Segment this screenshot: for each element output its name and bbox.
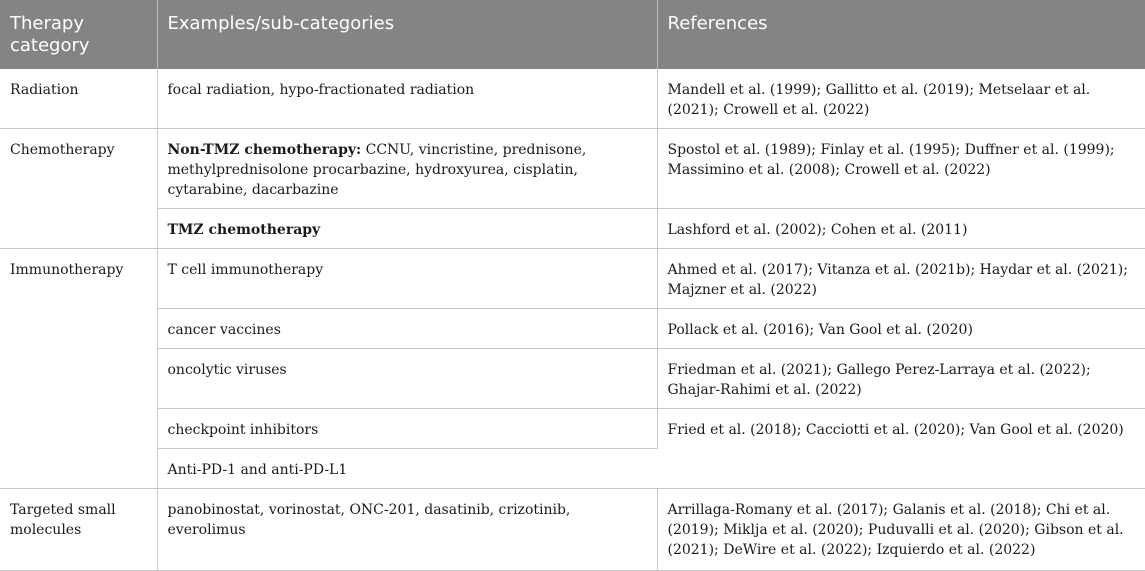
references-cell: Friedman et al. (2021); Gallego Perez-Larraya et al. (2022); Ghajar-Rahimi et al. (2022) — [657, 349, 1145, 409]
table-row — [0, 489, 1145, 571]
category-cell-radiation: Radiation — [0, 69, 157, 129]
references-cell: Ahmed et al. (2017); Vitanza et al. (2021b); Haydar et al. (2021); Majzner et al. (2022) — [657, 249, 1145, 309]
table-row — [0, 129, 1145, 209]
table-header — [0, 0, 1145, 69]
examples-cell: panobinostat, vorinostat, ONC-201, dasatinib, crizotinib, everolimus — [157, 489, 657, 571]
references-cell: Mandell et al. (1999); Gallitto et al. (2019); Metselaar et al. (2021); Crowell et al. (2022) — [657, 69, 1145, 129]
category-cell-immunotherapy: Immunotherapy — [0, 249, 157, 489]
table-row — [0, 409, 1145, 449]
tmz-label: TMZ chemotherapy — [167, 222, 321, 238]
non-tmz-label: Non-TMZ chemotherapy: — [167, 142, 362, 158]
table-row — [0, 349, 1145, 409]
header-references: References — [657, 0, 1145, 69]
table-row — [0, 69, 1145, 129]
references-cell: Lashford et al. (2002); Cohen et al. (2011) — [657, 209, 1145, 249]
examples-cell: Anti-PD-1 and anti-PD-L1 — [157, 449, 657, 489]
header-therapy-category: Therapy category — [0, 0, 157, 69]
category-cell-chemotherapy: Chemotherapy — [0, 129, 157, 249]
references-cell: Pollack et al. (2016); Van Gool et al. (2020) — [657, 309, 1145, 349]
references-cell: Fried et al. (2018); Cacciotti et al. (2020); Van Gool et al. (2020) — [657, 409, 1145, 489]
references-cell: Arrillaga-Romany et al. (2017); Galanis et al. (2018); Chi et al. (2019); Miklja et al. (2020); Puduvalli et al. (2020); Gibson et al. (2021); DeWire et al. (2022); Izquierdo et al. (2022) — [657, 489, 1145, 571]
examples-cell: checkpoint inhibitors — [157, 409, 657, 449]
references-cell: Spostol et al. (1989); Finlay et al. (1995); Duffner et al. (1999); Massimino et al. (2008); Crowell et al. (2022) — [657, 129, 1145, 209]
examples-cell: oncolytic viruses — [157, 349, 657, 409]
examples-cell — [157, 129, 657, 209]
table-body — [0, 69, 1145, 571]
category-cell-targeted: Targeted small molecules — [0, 489, 157, 571]
non-tmz-examples: CCNU, vincristine, prednisone, methylprednisolone procarbazine, hydroxyurea, cisplatin, cytarabine, dacarbazine — [167, 142, 587, 198]
examples-cell — [157, 209, 657, 249]
examples-cell: cancer vaccines — [157, 309, 657, 349]
header-examples: Examples/sub-categories — [157, 0, 657, 69]
examples-cell: T cell immunotherapy — [157, 249, 657, 309]
header-row — [0, 0, 1145, 69]
table-row — [0, 209, 1145, 249]
table-row — [0, 309, 1145, 349]
table-row — [0, 249, 1145, 309]
examples-cell: focal radiation, hypo-fractionated radiation — [157, 69, 657, 129]
